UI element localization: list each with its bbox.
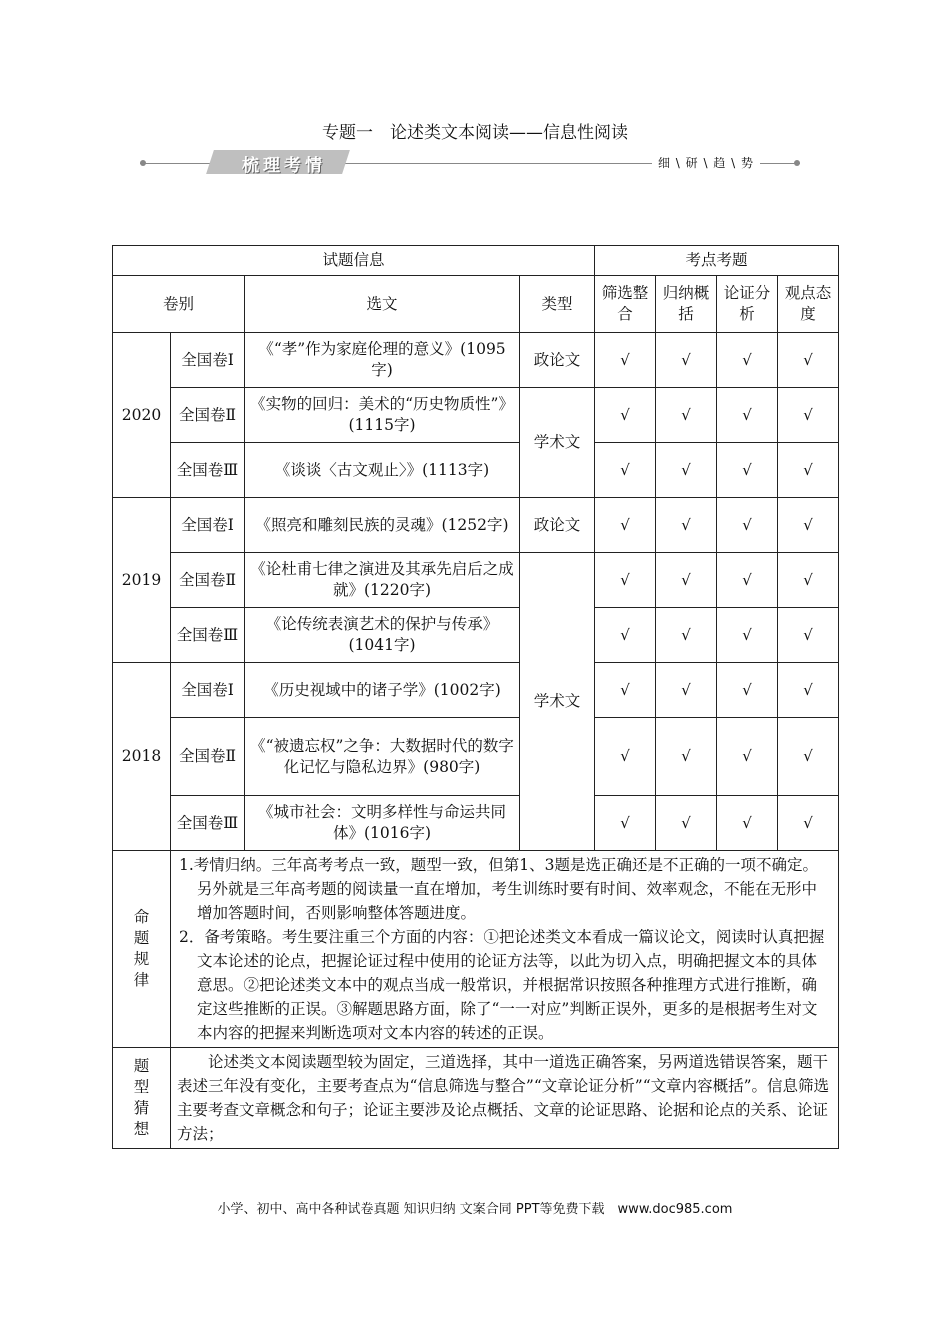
col-leixing: 类型 [520, 276, 595, 333]
check-mark: √ [717, 333, 778, 388]
year-cell: 2018 [113, 663, 171, 851]
check-mark: √ [717, 443, 778, 498]
check-mark: √ [656, 608, 717, 663]
type-cell: 学术文 [520, 553, 595, 851]
caixiang-paragraph: 论述类文本阅读题型较为固定，三道选择，其中一道选正确答案，另两道选错误答案，题干表述三年没有变化，主要考查点为“信息筛选与整合”“文章论证分析”“文章内容概括”。信息筛选主要考查文章概念和句子；论证主要涉及论点概括、文章的论证思路、论据和论点的关系、论证方法； [177, 1053, 830, 1143]
juan-cell: 全国卷Ⅱ [171, 388, 245, 443]
type-cell: 政论文 [520, 498, 595, 553]
check-mark: √ [778, 498, 839, 553]
check-mark: √ [778, 663, 839, 718]
exam-table [112, 245, 839, 1149]
section-banner [140, 150, 800, 176]
juan-cell: 全国卷Ⅲ [171, 443, 245, 498]
wen-cell: 《历史视域中的诸子学》(1002字) [245, 663, 520, 718]
check-mark: √ [778, 608, 839, 663]
check-mark: √ [656, 388, 717, 443]
col-k1: 筛选整合 [595, 276, 656, 333]
check-mark: √ [717, 388, 778, 443]
juan-cell: 全国卷Ⅱ [171, 553, 245, 608]
col-juanbie: 卷别 [113, 276, 245, 333]
header-left: 试题信息 [113, 246, 595, 276]
wen-cell: 《谈谈〈古文观止〉》(1113字) [245, 443, 520, 498]
dot-icon [140, 160, 146, 166]
check-mark: √ [595, 443, 656, 498]
caixiang-content [171, 1048, 839, 1149]
check-mark: √ [717, 498, 778, 553]
check-mark: √ [656, 663, 717, 718]
check-mark: √ [717, 718, 778, 796]
check-mark: √ [717, 553, 778, 608]
juan-cell: 全国卷Ⅲ [171, 608, 245, 663]
wen-cell: 《论杜甫七律之演进及其承先启后之成就》(1220字) [245, 553, 520, 608]
check-mark: √ [778, 718, 839, 796]
mingti-content [171, 851, 839, 1048]
header-right: 考点考题 [595, 246, 839, 276]
col-k4: 观点态度 [778, 276, 839, 333]
check-mark: √ [717, 608, 778, 663]
juan-cell: 全国卷Ⅰ [171, 498, 245, 553]
check-mark: √ [595, 796, 656, 851]
check-mark: √ [595, 663, 656, 718]
wen-cell: 《城市社会：文明多样性与命运共同体》(1016字) [245, 796, 520, 851]
banner-tag: 梳理考情 [242, 156, 326, 176]
wen-cell: 《“孝”作为家庭伦理的意义》(1095字) [245, 333, 520, 388]
check-mark: √ [778, 333, 839, 388]
year-cell: 2019 [113, 498, 171, 663]
juan-cell: 全国卷Ⅰ [171, 333, 245, 388]
mingti-label: 命题规律 [113, 851, 171, 1048]
check-mark: √ [595, 608, 656, 663]
check-mark: √ [717, 796, 778, 851]
wen-cell: 《照亮和雕刻民族的灵魂》(1252字) [245, 498, 520, 553]
caixiang-label: 题型猜想 [113, 1048, 171, 1149]
check-mark: √ [595, 553, 656, 608]
juan-cell: 全国卷Ⅰ [171, 663, 245, 718]
check-mark: √ [778, 553, 839, 608]
footer-text: 小学、初中、高中各种试卷真题 知识归纳 文案合同 PPT等免费下载 www.doc985.com [217, 1202, 733, 1217]
check-mark: √ [595, 388, 656, 443]
check-mark: √ [778, 388, 839, 443]
check-mark: √ [595, 333, 656, 388]
juan-cell: 全国卷Ⅲ [171, 796, 245, 851]
mingti-paragraph-2: 2．备考策略。考生要注重三个方面的内容：①把论述类文本看成一篇议论文，阅读时认真把握文本论述的论点，把握论证过程中使用的论证方法等，以此为切入点，明确把握文本的具体意思。②把论述类文本中的观点当成一般常识，并根据常识按照各种推理方式进行推断，确定这些推断的正误。③解题思路方面，除了“一一对应”判断正误外，更多的是根据考生对文本内容的把握来判断选项对文本内容的转述的正误。 [179, 928, 825, 1042]
check-mark: √ [656, 498, 717, 553]
banner-subtitle: 细 \ 研 \ 趋 \ 势 [652, 154, 760, 171]
dot-icon [794, 160, 800, 166]
check-mark: √ [656, 443, 717, 498]
check-mark: √ [656, 553, 717, 608]
juan-cell: 全国卷Ⅱ [171, 718, 245, 796]
check-mark: √ [656, 333, 717, 388]
type-cell: 政论文 [520, 333, 595, 388]
col-k3: 论证分析 [717, 276, 778, 333]
wen-cell: 《论传统表演艺术的保护与传承》(1041字) [245, 608, 520, 663]
wen-cell: 《实物的回归：美术的“历史物质性”》(1115字) [245, 388, 520, 443]
wen-cell: 《“被遗忘权”之争：大数据时代的数字化记忆与隐私边界》(980字) [245, 718, 520, 796]
check-mark: √ [656, 796, 717, 851]
year-cell: 2020 [113, 333, 171, 498]
page-title: 专题一 论述类文本阅读——信息性阅读 [322, 123, 628, 143]
col-k2: 归纳概括 [656, 276, 717, 333]
check-mark: √ [595, 498, 656, 553]
type-cell: 学术文 [520, 388, 595, 498]
check-mark: √ [778, 796, 839, 851]
mingti-paragraph-1: 1.考情归纳。三年高考考点一致，题型一致，但第1、3题是选正确还是不正确的一项不确定。另外就是三年高考题的阅读量一直在增加，考生训练时要有时间、效率观念，不能在无形中增加答题时间，否则影响整体答题进度。 [179, 856, 819, 922]
col-xuanwen: 选文 [245, 276, 520, 333]
check-mark: √ [778, 443, 839, 498]
check-mark: √ [656, 718, 717, 796]
check-mark: √ [595, 718, 656, 796]
check-mark: √ [717, 663, 778, 718]
